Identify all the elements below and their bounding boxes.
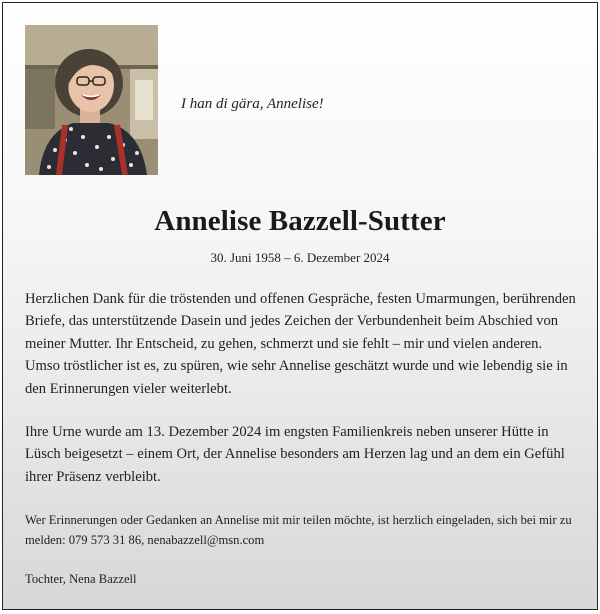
contact-paragraph: Wer Erinnerungen oder Gedanken an Annelise mit mir teilen möchte, ist herzlich eingeladen, sich bei mir zu melden: 079 573 31 86, nenabazzell@msn.com (25, 513, 572, 547)
portrait-photo (25, 25, 158, 175)
deceased-name: Annelise Bazzell-Sutter (154, 205, 446, 237)
thanks-paragraph: Herzlichen Dank für die tröstenden und offenen Gespräche, festen Umarmungen, berührenden Briefe, das unterstützende Dasein und jedes Zeichen der Verbundenheit beim Abschied von meiner Mutter. Ihr Entscheid, zu gehen, schmerzt und sie fehlt – mir und vielen anderen. Umso tröstlicher ist es, zu spüren, wie sehr Annelise geschätzt wurde und wie lebendig sie in den Erinnerungen vieler weiterlebt. (25, 291, 576, 397)
farewell-quote: I han di gära, Annelise! (181, 96, 324, 112)
burial-paragraph: Ihre Urne wurde am 13. Dezember 2024 im engsten Familienkreis neben unserer Hütte in Lüsch beigesetzt – einem Ort, der Annelise besonders am Herzen lag und an dem ein Gefühl ihrer Präsenz verbleibt. (25, 424, 565, 485)
obituary-notice (2, 2, 598, 610)
portrait-image (25, 25, 158, 175)
life-dates: 30. Juni 1958 – 6. Dezember 2024 (210, 250, 390, 265)
signature: Tochter, Nena Bazzell (25, 572, 137, 586)
